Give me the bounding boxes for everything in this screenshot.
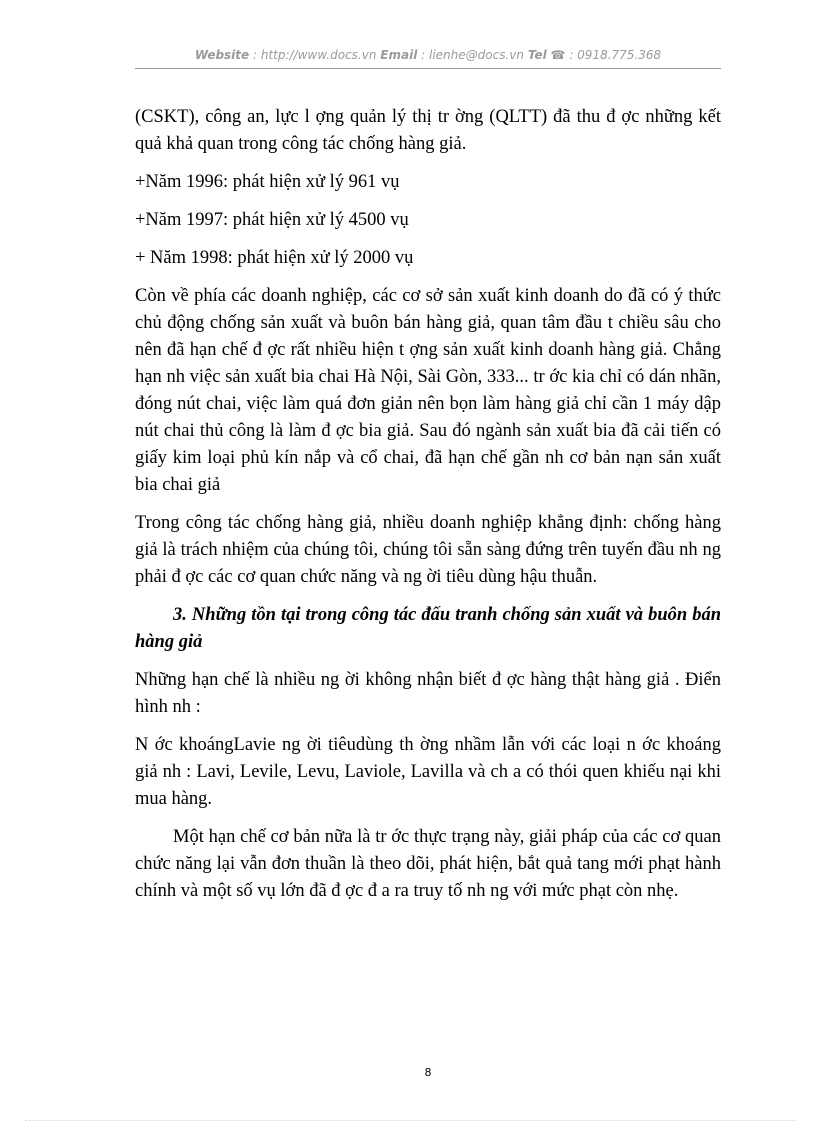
paragraph-7: Những hạn chế là nhiều ng ời không nhận biết đ ợc hàng thật hàng giả . Điển hình nh :	[135, 670, 721, 717]
paragraph-1: (CSKT), công an, lực l ợng quản lý thị tr ờng (QLTT) đã thu đ ợc những kết quả khả quan trong công tác chống hàng giả.	[135, 107, 721, 154]
email-label: Email	[380, 48, 418, 62]
paragraph-6: Trong công tác chống hàng giả, nhiều doanh nghiệp khẳng định: chống hàng giả là trách nhiệm của chúng tôi, chúng tôi sẵn sàng đứng trên tuyến đầu nh ng phải đ ợc các cơ quan chức năng và ng ời tiêu dùng hậu thuẫn.	[135, 513, 721, 587]
tel-label: Tel	[527, 48, 547, 62]
page-bottom-border	[25, 1120, 795, 1121]
paragraph-2: +Năm 1996: phát hiện xử lý 961 vụ	[135, 172, 400, 192]
paragraph-4: + Năm 1998: phát hiện xử lý 2000 vụ	[135, 248, 414, 268]
paragraph-8: N ớc khoángLavie ng ời tiêudùng th ờng nhầm lẫn với các loại n ớc khoáng giả nh : Lavi, Levile, Levu, Laviole, Lavilla và ch a có thói quen khiếu nại khi mua hàng.	[135, 735, 721, 809]
header-divider	[135, 68, 721, 69]
page-number: 8	[424, 1066, 432, 1079]
tel-value: : 0918.775.368	[569, 48, 662, 62]
website-url: : http://www.docs.vn	[253, 48, 377, 62]
phone-icon: ☎	[550, 48, 566, 62]
section-heading: 3. Những tồn tại trong công tác đấu tranh chống sản xuất và buôn bán hàng giả	[135, 605, 721, 652]
paragraph-5: Còn về phía các doanh nghiệp, các cơ sở sản xuất kinh doanh do đã có ý thức chủ động chống sản xuất và buôn bán hàng giả, quan tâm đầu t chiều sâu cho nên đã hạn chế đ ợc rất nhiều hiện t ợng sản xuất kinh doanh hàng giả. Chẳng hạn nh việc sản xuất bia chai Hà Nội, Sài Gòn, 333... tr ớc kia chỉ có dán nhãn, đóng nút chai, việc làm quá đơn giản nên bọn làm hàng giả chỉ cần 1 máy dập nút chai thủ công là làm đ ợc bia giả. Sau đó ngành sản xuất bia đã cải tiến có giấy kim loại phủ kín nắp và cổ chai, đã hạn chế gần nh cơ bản nạn sản xuất bia chai giả	[135, 286, 721, 495]
email-value: : lienhe@docs.vn	[421, 48, 524, 62]
website-label: Website	[194, 48, 250, 62]
page-header	[135, 48, 721, 62]
document-body	[135, 104, 721, 916]
paragraph-3: +Năm 1997: phát hiện xử lý 4500 vụ	[135, 210, 409, 230]
paragraph-9: Một hạn chế cơ bản nữa là tr ớc thực trạng này, giải pháp của các cơ quan chức năng lại vẫn đơn thuần là theo dõi, phát hiện, bắt quả tang mới phạt hành chính và một số vụ lớn đã đ ợc đ a ra truy tố nh ng với mức phạt còn nhẹ.	[135, 827, 721, 901]
